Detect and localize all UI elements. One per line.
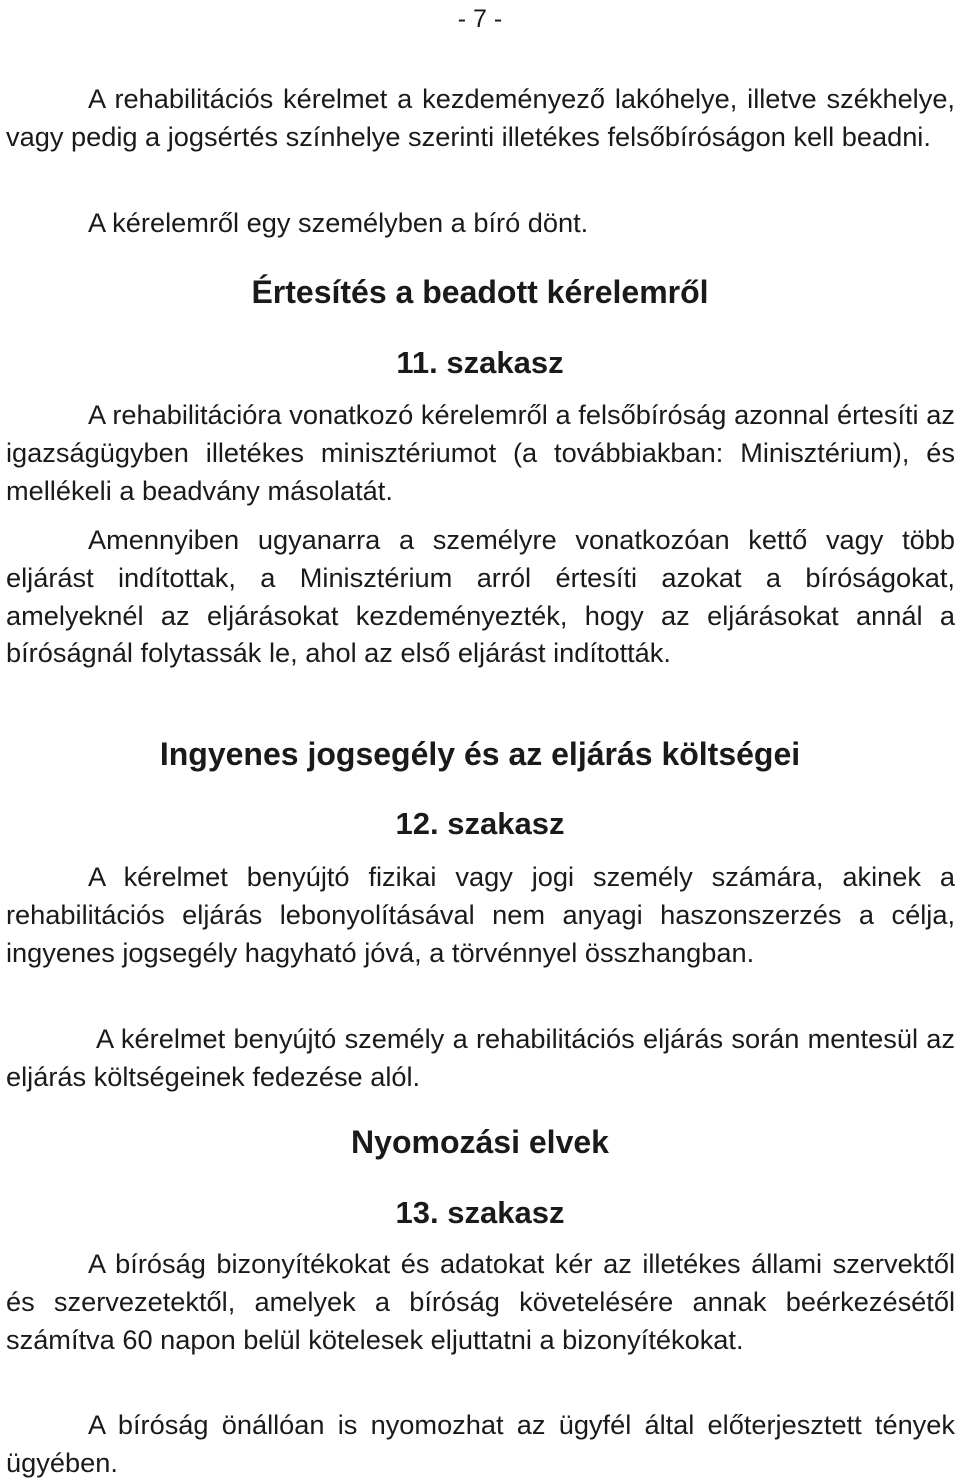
page-number: - 7 - (457, 5, 503, 33)
section-12-title: 12. szakasz (395, 806, 565, 841)
section-13-title: 13. szakasz (395, 1195, 565, 1230)
heading-investigation: Nyomozási elvek (351, 1124, 609, 1160)
paragraph-multiple-proceedings: Amennyiben ugyanarra a személyre vonatkozóan kettő vagy több eljárást indítottak, a Minisztérium arról értesíti azokat a bíróságokat, amelyeknél az eljárásokat kezdeményezték, hogy az eljárásokat annál a bíróságnál folytassák le, ahol az első eljárást indították. (6, 524, 955, 669)
paragraph-judge-decides: A kérelemről egy személyben a bíró dönt. (88, 207, 589, 238)
section-11-title: 11. szakasz (396, 345, 564, 380)
paragraph-independent-investigation: A bíróság önállóan is nyomozhat az ügyfél által előterjesztett tények ügyében. (6, 1409, 955, 1478)
paragraph-free-legal-aid: A kérelmet benyújtó fizikai vagy jogi személy számára, akinek a rehabilitációs eljárás lebonyolításával nem anyagi haszonszerzés a célja, ingyenes jogsegély hagyható jóvá, a törvénnyel összhangban. (6, 861, 955, 968)
heading-legal-aid: Ingyenes jogsegély és az eljárás költségei (159, 736, 801, 772)
paragraph-evidence-request: A bíróság bizonyítékokat és adatokat kér az illetékes állami szervektől és szervezetektől, amelyek a bíróság követelésére annak beérkezésétől számítva 60 napon belül kötelesek eljuttatni a bizonyítékokat. (6, 1248, 955, 1355)
heading-notification: Értesítés a beadott kérelemről (251, 274, 709, 310)
paragraph-ministry-notified: A rehabilitációra vonatkozó kérelemről a felsőbíróság azonnal értesíti az igazságügyben illetékes minisztériumot (a továbbiakban: Minisztérium), és mellékeli a beadvány másolatát. (6, 399, 955, 506)
paragraph-court-jurisdiction: A rehabilitációs kérelmet a kezdeményező lakóhelye, illetve székhelye, vagy pedig a jogsértés színhelye szerinti illetékes felsőbíróságon kell beadni. (6, 83, 955, 152)
paragraph-cost-exemption: A kérelmet benyújtó személy a rehabilitációs eljárás során mentesül az eljárás költségeinek fedezése alól. (6, 1023, 955, 1092)
